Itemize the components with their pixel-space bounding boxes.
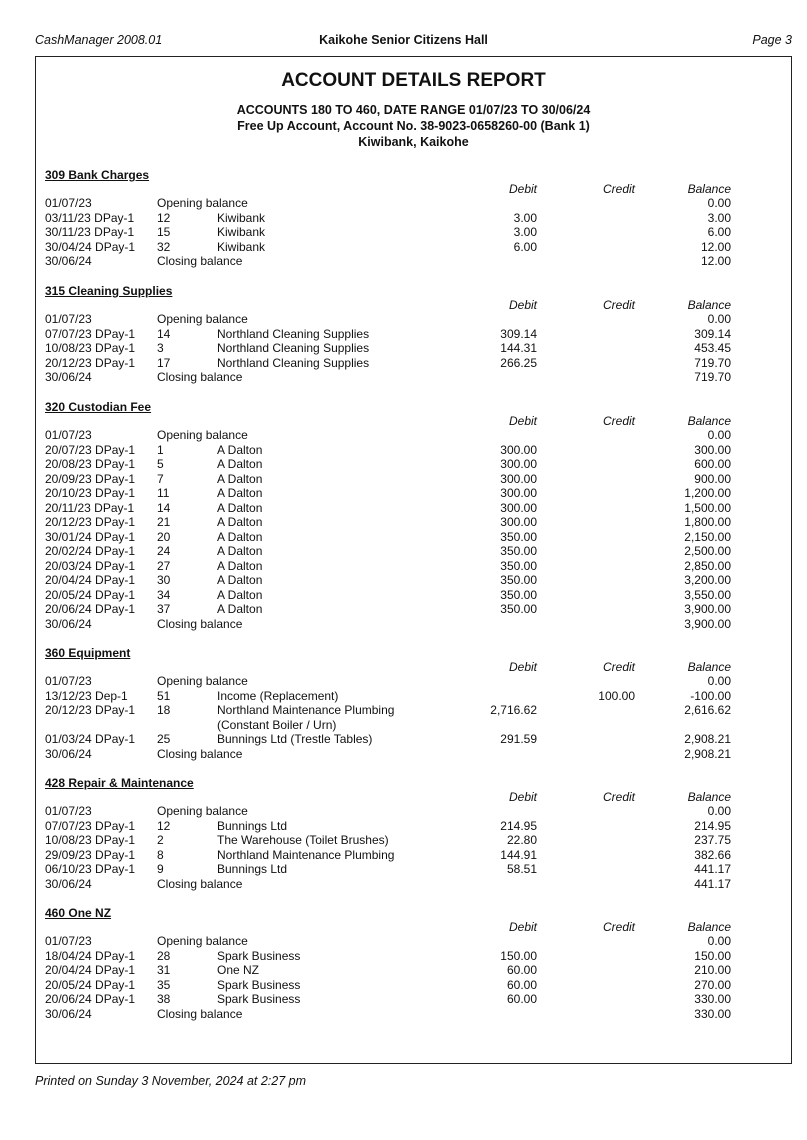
row-debit: 60.00: [506, 977, 537, 992]
row-date: 03/11/23 DPay-1: [45, 210, 135, 225]
balance-header: Balance: [687, 790, 731, 804]
row-balance: 237.75: [694, 833, 731, 847]
balance-header: Balance: [687, 182, 731, 196]
row-balance: 3,200.00: [684, 573, 731, 587]
organization-name: Kaikohe Senior Citizens Hall: [319, 33, 488, 47]
report-bank: Kiwibank, Kaikohe: [358, 135, 469, 149]
row-description: The Warehouse (Toilet Brushes): [217, 833, 389, 847]
print-timestamp: Printed on Sunday 3 November, 2024 at 2:27 pm: [35, 1074, 307, 1088]
ledger-row: [0, 732, 807, 746]
row-date: 10/08/23 DPay-1: [45, 341, 136, 355]
row-description: Bunnings Ltd (Trestle Tables): [217, 732, 373, 746]
row-debit: 350.00: [500, 558, 537, 573]
row-balance: 150.00: [694, 948, 731, 963]
row-description: Spark Business: [217, 948, 301, 963]
row-date: 10/08/23 DPay-1: [45, 833, 136, 847]
column-headers: [0, 414, 807, 428]
row-debit: 300.00: [500, 486, 537, 500]
row-date: 30/06/24: [45, 876, 92, 891]
row-balance: 300.00: [694, 442, 731, 457]
row-balance: 330.00: [694, 992, 731, 1006]
row-balance: 2,850.00: [684, 558, 731, 573]
row-reference: 18: [157, 703, 171, 717]
row-debit: 350.00: [500, 529, 537, 544]
ledger-row: [0, 559, 807, 573]
row-description: Northland Maintenance Plumbing: [217, 703, 395, 717]
column-headers: [0, 790, 807, 804]
row-balance: -100.00: [690, 688, 731, 703]
row-debit: 3.00: [513, 210, 537, 225]
credit-header: Credit: [602, 414, 635, 428]
row-reference: 7: [157, 471, 164, 486]
row-debit: 300.00: [500, 442, 537, 457]
row-description: Kiwibank: [217, 210, 266, 225]
report-date-range: ACCOUNTS 180 TO 460, DATE RANGE 01/07/23 TO 30/06/24: [236, 103, 591, 117]
row-reference: Opening balance: [157, 428, 248, 442]
row-reference: 12: [157, 210, 171, 225]
row-debit: 350.00: [500, 573, 537, 587]
balance-header: Balance: [687, 414, 731, 428]
ledger-row: [0, 486, 807, 500]
section-title: 309 Bank Charges: [45, 168, 150, 182]
ledger-row: [0, 689, 807, 703]
row-balance: 2,616.62: [684, 703, 731, 717]
balance-header: Balance: [687, 660, 731, 674]
row-description: Northland Maintenance Plumbing: [217, 847, 395, 862]
debit-header: Debit: [508, 182, 537, 196]
row-reference: Opening balance: [157, 674, 248, 688]
ledger-row: [0, 544, 807, 558]
row-reference: Opening balance: [157, 934, 248, 948]
report-subtitle: [35, 102, 792, 150]
debit-header: Debit: [508, 660, 537, 674]
row-description: Spark Business: [217, 992, 301, 1006]
row-debit: 58.51: [506, 862, 537, 876]
row-debit: 2,716.62: [490, 703, 537, 717]
ledger-row: [0, 617, 807, 631]
ledger-row: [0, 370, 807, 384]
row-date: 01/03/24 DPay-1: [45, 732, 136, 746]
ledger-row: [0, 327, 807, 341]
row-description: A Dalton: [217, 457, 263, 471]
ledger-row: [0, 804, 807, 818]
row-reference: 31: [157, 963, 171, 977]
row-balance: 330.00: [694, 1006, 731, 1021]
page-number: Page 3: [752, 33, 792, 47]
row-date: 30/01/24 DPay-1: [45, 529, 136, 544]
row-reference: 8: [157, 847, 164, 862]
row-reference: 20: [157, 529, 171, 544]
ledger-row: [0, 225, 807, 239]
row-description: A Dalton: [217, 500, 263, 515]
ledger-row: [0, 949, 807, 963]
row-date: 30/06/24: [45, 1006, 92, 1021]
row-balance: 3.00: [707, 210, 731, 225]
row-date: 20/08/23 DPay-1: [45, 457, 136, 471]
row-reference: Closing balance: [157, 746, 243, 761]
ledger-row: [0, 877, 807, 891]
row-reference: 38: [157, 992, 171, 1006]
row-reference: Closing balance: [157, 370, 243, 384]
ledger-row: [0, 934, 807, 948]
row-reference: 25: [157, 732, 171, 746]
column-headers: [0, 660, 807, 674]
row-date: 01/07/23: [45, 312, 92, 326]
row-balance: 453.45: [694, 341, 731, 355]
row-reference: 51: [157, 688, 171, 703]
debit-header: Debit: [508, 298, 537, 312]
report-title: ACCOUNT DETAILS REPORT: [281, 70, 546, 91]
row-debit: 144.91: [500, 847, 537, 862]
row-date: 07/07/23 DPay-1: [45, 818, 136, 833]
row-debit: 300.00: [500, 471, 537, 486]
row-debit: 300.00: [500, 457, 537, 471]
row-date: 30/06/24: [45, 370, 92, 384]
ledger-row: [0, 848, 807, 862]
row-date: 30/11/23 DPay-1: [45, 225, 135, 239]
row-balance: 1,500.00: [684, 500, 731, 515]
ledger-row: [0, 472, 807, 486]
row-date: 30/06/24: [45, 746, 92, 761]
row-description: A Dalton: [217, 573, 263, 587]
row-description: A Dalton: [217, 471, 263, 486]
ledger-row: [0, 341, 807, 355]
row-date: 01/07/23: [45, 674, 92, 688]
section-title: 360 Equipment: [45, 646, 131, 660]
row-balance: 2,150.00: [684, 529, 731, 544]
credit-header: Credit: [602, 660, 635, 674]
row-date: 20/12/23 DPay-1: [45, 515, 136, 529]
row-debit: 309.14: [500, 326, 537, 341]
row-debit: 60.00: [506, 992, 537, 1006]
debit-header: Debit: [508, 414, 537, 428]
ledger-row: [0, 747, 807, 761]
row-date: 20/05/24 DPay-1: [45, 977, 136, 992]
row-date: 30/06/24: [45, 254, 92, 268]
section-title: 428 Repair & Maintenance: [45, 776, 194, 790]
row-date: 20/12/23 DPay-1: [45, 703, 136, 717]
row-balance: 719.70: [694, 370, 731, 384]
row-reference: 30: [157, 573, 171, 587]
ledger-row: [0, 963, 807, 977]
row-date: 20/07/23 DPay-1: [45, 442, 136, 457]
row-reference: Closing balance: [157, 616, 243, 631]
row-debit: 3.00: [513, 225, 537, 239]
row-reference: 21: [157, 515, 171, 529]
ledger-row: [0, 530, 807, 544]
ledger-row: [0, 501, 807, 515]
row-debit: 350.00: [500, 602, 537, 616]
column-headers: [0, 298, 807, 312]
ledger-row: [0, 992, 807, 1006]
row-balance: 1,200.00: [684, 486, 731, 500]
ledger-row: [0, 573, 807, 587]
row-description: Spark Business: [217, 977, 301, 992]
row-date: 01/07/23: [45, 804, 92, 818]
row-reference: 1: [157, 442, 164, 457]
ledger-row: [0, 588, 807, 602]
ledger-row: [0, 211, 807, 225]
balance-header: Balance: [687, 920, 731, 934]
ledger-row: [0, 196, 807, 210]
row-description: Bunnings Ltd: [217, 862, 288, 876]
row-description: (Constant Boiler / Urn): [217, 717, 337, 732]
row-date: 20/03/24 DPay-1: [45, 558, 136, 573]
ledger-row: [0, 703, 807, 717]
row-date: 20/12/23 DPay-1: [45, 355, 136, 370]
row-description: Northland Cleaning Supplies: [217, 326, 370, 341]
row-date: 06/10/23 DPay-1: [45, 862, 136, 876]
row-reference: 34: [157, 587, 171, 602]
row-reference: Opening balance: [157, 196, 248, 210]
row-balance: 2,908.21: [684, 746, 731, 761]
row-reference: Closing balance: [157, 1006, 243, 1021]
row-reference: Opening balance: [157, 804, 248, 818]
row-reference: 37: [157, 602, 171, 616]
row-description: A Dalton: [217, 602, 263, 616]
column-headers: [0, 920, 807, 934]
ledger-row: [0, 833, 807, 847]
row-reference: 14: [157, 326, 171, 341]
row-balance: 0.00: [707, 312, 731, 326]
row-reference: 17: [157, 355, 171, 370]
ledger-row: [0, 356, 807, 370]
row-balance: 210.00: [694, 963, 731, 977]
row-balance: 0.00: [707, 804, 731, 818]
ledger-row: [0, 718, 807, 732]
row-date: 30/06/24: [45, 616, 92, 631]
row-date: 20/06/24 DPay-1: [45, 602, 136, 616]
row-date: 01/07/23: [45, 196, 92, 210]
row-balance: 0.00: [707, 674, 731, 688]
row-description: Kiwibank: [217, 239, 266, 254]
row-description: A Dalton: [217, 587, 263, 602]
row-description: A Dalton: [217, 558, 263, 573]
row-debit: 150.00: [500, 948, 537, 963]
row-description: A Dalton: [217, 486, 263, 500]
row-balance: 1,800.00: [684, 515, 731, 529]
report-account: Free Up Account, Account No. 38-9023-0658260-00 (Bank 1): [237, 119, 590, 133]
row-reference: 2: [157, 833, 164, 847]
row-reference: 14: [157, 500, 171, 515]
row-date: 13/12/23 Dep-1: [45, 688, 128, 703]
row-balance: 309.14: [694, 326, 731, 341]
balance-header: Balance: [687, 298, 731, 312]
row-description: A Dalton: [217, 529, 263, 544]
row-date: 20/09/23 DPay-1: [45, 471, 136, 486]
row-reference: 35: [157, 977, 171, 992]
ledger-row: [0, 443, 807, 457]
row-balance: 3,900.00: [684, 602, 731, 616]
row-debit: 22.80: [506, 833, 537, 847]
debit-header: Debit: [508, 790, 537, 804]
row-balance: 600.00: [694, 457, 731, 471]
ledger-row: [0, 457, 807, 471]
row-balance: 3,550.00: [684, 587, 731, 602]
row-date: 20/10/23 DPay-1: [45, 486, 136, 500]
row-balance: 214.95: [694, 818, 731, 833]
row-debit: 266.25: [500, 355, 537, 370]
row-description: A Dalton: [217, 442, 263, 457]
ledger-row: [0, 428, 807, 442]
row-date: 20/04/24 DPay-1: [45, 963, 136, 977]
credit-header: Credit: [602, 182, 635, 196]
row-description: Income (Replacement): [217, 688, 339, 703]
row-reference: 12: [157, 818, 171, 833]
row-date: 20/06/24 DPay-1: [45, 992, 136, 1006]
row-balance: 0.00: [707, 196, 731, 210]
row-reference: 15: [157, 225, 171, 239]
row-balance: 0.00: [707, 934, 731, 948]
row-balance: 2,908.21: [684, 732, 731, 746]
debit-header: Debit: [508, 920, 537, 934]
row-balance: 382.66: [694, 847, 731, 862]
row-debit: 60.00: [506, 963, 537, 977]
row-balance: 900.00: [694, 471, 731, 486]
row-description: Northland Cleaning Supplies: [217, 355, 370, 370]
row-reference: Closing balance: [157, 254, 243, 268]
row-date: 20/02/24 DPay-1: [45, 544, 136, 558]
row-description: Northland Cleaning Supplies: [217, 341, 370, 355]
row-reference: 5: [157, 457, 164, 471]
row-description: Kiwibank: [217, 225, 266, 239]
row-description: A Dalton: [217, 515, 263, 529]
row-reference: 32: [157, 239, 171, 254]
row-date: 29/09/23 DPay-1: [45, 847, 136, 862]
row-balance: 3,900.00: [684, 616, 731, 631]
section-title: 460 One NZ: [45, 906, 112, 920]
row-balance: 0.00: [707, 428, 731, 442]
row-balance: 6.00: [707, 225, 731, 239]
row-debit: 350.00: [500, 544, 537, 558]
row-balance: 441.17: [694, 876, 731, 891]
row-reference: Closing balance: [157, 876, 243, 891]
row-reference: 28: [157, 948, 171, 963]
ledger-row: [0, 240, 807, 254]
ledger-row: [0, 1007, 807, 1021]
row-date: 01/07/23: [45, 934, 92, 948]
row-credit: 100.00: [598, 688, 635, 703]
row-description: Bunnings Ltd: [217, 818, 288, 833]
row-debit: 291.59: [500, 732, 537, 746]
row-date: 30/04/24 DPay-1: [45, 239, 136, 254]
row-debit: 6.00: [513, 239, 537, 254]
ledger-row: [0, 602, 807, 616]
row-balance: 719.70: [694, 355, 731, 370]
row-reference: Opening balance: [157, 312, 248, 326]
credit-header: Credit: [602, 790, 635, 804]
ledger-row: [0, 515, 807, 529]
row-reference: 11: [157, 486, 170, 500]
section-title: 320 Custodian Fee: [45, 400, 152, 414]
row-reference: 27: [157, 558, 171, 573]
row-date: 18/04/24 DPay-1: [45, 948, 136, 963]
ledger-row: [0, 312, 807, 326]
ledger-row: [0, 862, 807, 876]
row-balance: 270.00: [694, 977, 731, 992]
row-date: 07/07/23 DPay-1: [45, 326, 136, 341]
row-description: One NZ: [217, 963, 260, 977]
row-reference: 9: [157, 862, 164, 876]
row-debit: 300.00: [500, 500, 537, 515]
ledger-row: [0, 254, 807, 268]
ledger-row: [0, 978, 807, 992]
row-description: A Dalton: [217, 544, 263, 558]
row-date: 20/04/24 DPay-1: [45, 573, 136, 587]
credit-header: Credit: [602, 920, 635, 934]
credit-header: Credit: [602, 298, 635, 312]
row-date: 01/07/23: [45, 428, 92, 442]
column-headers: [0, 182, 807, 196]
row-date: 20/05/24 DPay-1: [45, 587, 136, 602]
row-debit: 350.00: [500, 587, 537, 602]
row-debit: 300.00: [500, 515, 537, 529]
ledger-row: [0, 819, 807, 833]
ledger-row: [0, 674, 807, 688]
section-title: 315 Cleaning Supplies: [45, 284, 173, 298]
row-balance: 2,500.00: [684, 544, 731, 558]
row-reference: 3: [157, 341, 164, 355]
row-balance: 441.17: [694, 862, 731, 876]
row-debit: 144.31: [500, 341, 537, 355]
app-version: CashManager 2008.01: [35, 33, 163, 47]
row-date: 20/11/23 DPay-1: [45, 500, 135, 515]
row-reference: 24: [157, 544, 171, 558]
row-debit: 214.95: [500, 818, 537, 833]
row-balance: 12.00: [700, 239, 731, 254]
row-balance: 12.00: [700, 254, 731, 268]
